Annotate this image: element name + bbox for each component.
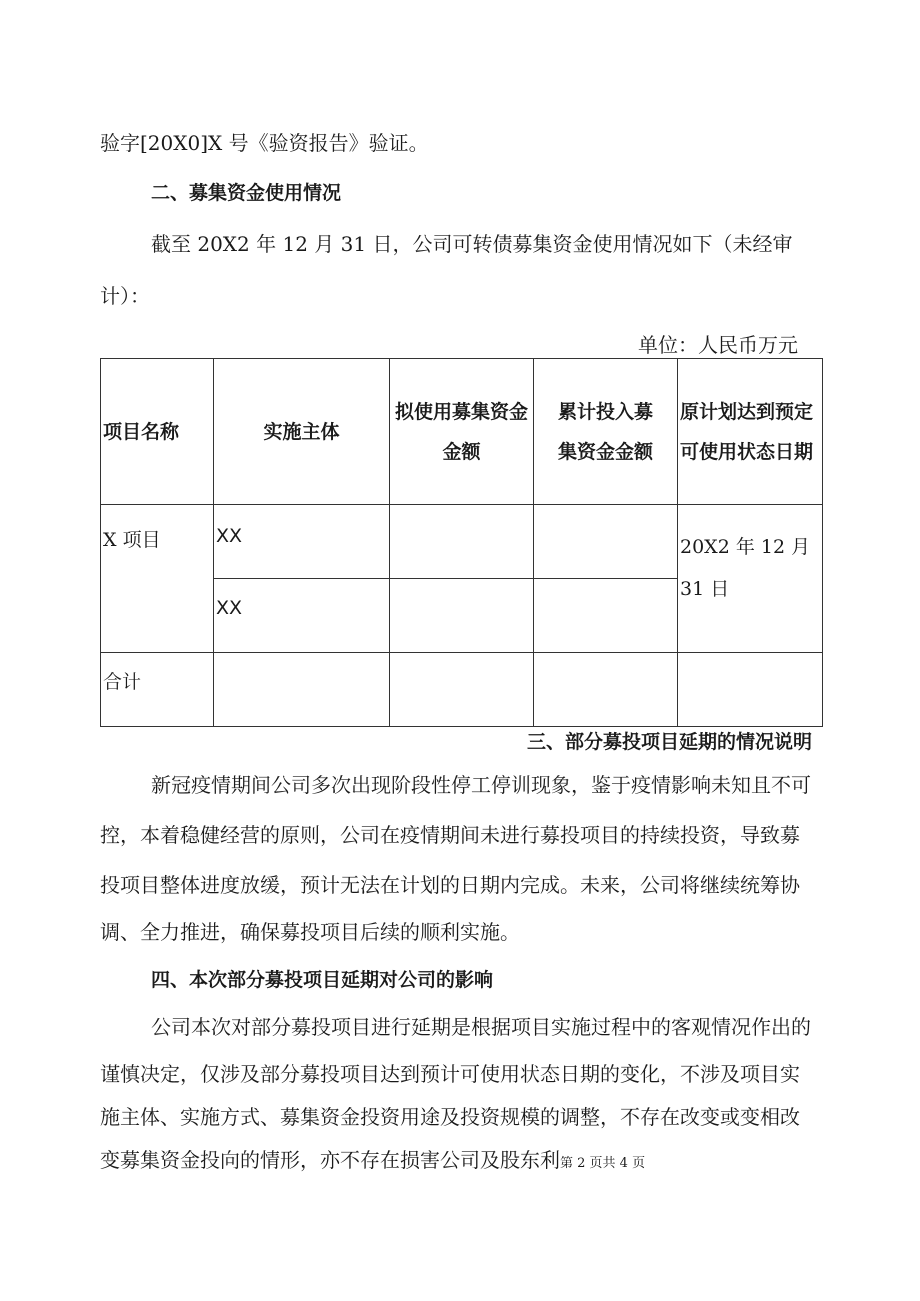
header-entity: 实施主体: [214, 359, 390, 505]
paragraph-impact-line-1: 公司本次对部分募投项目进行延期是根据项目实施过程中的客观情况作出的: [151, 1015, 811, 1039]
cell-total-date: [678, 653, 823, 727]
header-planned-date: 原计划达到预定 可使用状态日期: [678, 359, 823, 505]
paragraph-cutoff-line-1: 截至 20X2 年 12 月 31 日，公司可转债募集资金使用情况如下（未经审: [151, 232, 793, 256]
cell-planned-date: 20X2 年 12 月 31 日: [678, 505, 823, 653]
header-planned-amount: 拟使用募集资金 金额: [390, 359, 534, 505]
paragraph-delay-line-2: 控，本着稳健经营的原则，公司在疫情期间未进行募投项目的持续投资，导致募: [100, 823, 800, 847]
header-project-name: 项目名称: [101, 359, 214, 505]
cell-total-label: 合计: [101, 653, 214, 727]
paragraph-delay-line-3: 投项目整体进度放缓，预计无法在计划的日期内完成。未来，公司将继续统筹协: [100, 873, 800, 897]
fund-usage-table: [100, 358, 823, 727]
paragraph-impact-text: 变募集资金投向的情形，亦不存在损害公司及股东利: [100, 1148, 560, 1172]
text-line-verify: 验字[20X0]X 号《验资报告》验证。: [100, 131, 429, 155]
table-row-total: [101, 653, 823, 727]
cell-cumulative-amount-2: [534, 579, 678, 653]
paragraph-delay-line-1: 新冠疫情期间公司多次出现阶段性停工停训现象，鉴于疫情影响未知且不可: [151, 773, 811, 797]
cell-entity-1: XX: [214, 505, 390, 579]
page-footer: 第 2 页共 4 页: [560, 1156, 646, 1171]
cell-planned-amount-1: [390, 505, 534, 579]
cell-planned-amount-2: [390, 579, 534, 653]
table-header-row: [101, 359, 823, 505]
table-row: [101, 505, 823, 579]
header-cumulative-amount: 累计投入募 集资金金额: [534, 359, 678, 505]
cell-total-planned: [390, 653, 534, 727]
section-heading-usage: 二、募集资金使用情况: [151, 182, 342, 204]
cell-project-name: X 项目: [101, 505, 214, 653]
section-heading-impact: 四、本次部分募投项目延期对公司的影响: [151, 969, 494, 991]
paragraph-delay-line-4: 调、全力推进，确保募投项目后续的顺利实施。: [100, 920, 520, 944]
cell-entity-2: XX: [214, 579, 390, 653]
unit-label: 单位：人民币万元: [638, 333, 798, 357]
paragraph-cutoff-line-2: 计）：: [100, 284, 150, 308]
paragraph-impact-line-3: 施主体、实施方式、募集资金投资用途及投资规模的调整，不存在改变或变相改: [100, 1105, 800, 1129]
cell-total-entity: [214, 653, 390, 727]
cell-cumulative-amount-1: [534, 505, 678, 579]
section-heading-delay: 三、部分募投项目延期的情况说明: [527, 731, 813, 753]
paragraph-impact-line-4: [100, 1146, 645, 1178]
paragraph-impact-line-2: 谨慎决定，仅涉及部分募投项目达到预计可使用状态日期的变化，不涉及项目实: [100, 1062, 800, 1086]
cell-total-cumulative: [534, 653, 678, 727]
